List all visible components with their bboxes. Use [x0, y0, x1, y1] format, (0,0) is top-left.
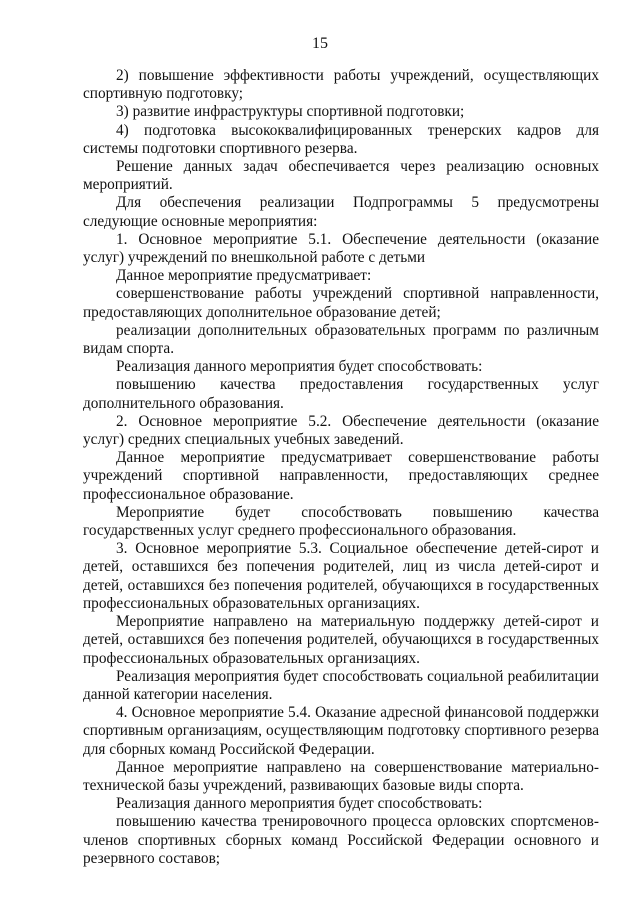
paragraph: повышению качества предоставления государственных услуг дополнительного образования. — [83, 376, 599, 412]
paragraph: 3) развитие инфраструктуры спортивной подготовки; — [116, 103, 465, 121]
paragraph: 2. Основное мероприятие 5.2. Обеспечение деятельности (оказание услуг) средних специальных учебных заведений. — [83, 412, 599, 449]
paragraph: Для обеспечения реализации Подпрограммы 5 предусмотрены следующие основные мероприятия: — [83, 194, 599, 230]
document-body — [83, 67, 599, 868]
paragraph: совершенствование работы учреждений спортивной направленности, предоставляющих дополнительное образование детей; — [83, 285, 599, 321]
paragraph: Данное мероприятие направлено на совершенствование материально-технической базы учреждений, развивающих базовые виды спорта. — [83, 758, 599, 794]
page-number: 15 — [312, 35, 328, 52]
paragraph: Решение данных задач обеспечивается через реализацию основных мероприятий. — [83, 158, 599, 194]
paragraph: Реализация данного мероприятия будет способствовать: — [116, 795, 483, 813]
paragraph: Данное мероприятие предусматривает совершенствование работы учреждений спортивной направленности, предоставляющих среднее профессиональное образование. — [83, 449, 599, 503]
paragraph: реализации дополнительных образовательных программ по различным видам спорта. — [83, 321, 599, 358]
paragraph: повышению качества тренировочного процесса орловских спортсменов-членов спортивных сборных команд Российской Федерации основного и резервного составов; — [83, 813, 599, 867]
paragraph: 1. Основное мероприятие 5.1. Обеспечение деятельности (оказание услуг) учреждений по внешкольной работе с детьми — [83, 230, 599, 267]
paragraph: 4) подготовка высококвалифицированных тренерских кадров для системы подготовки спортивного резерва. — [83, 121, 599, 157]
paragraph: 2) повышение эффективности работы учреждений, осуществляющих спортивную подготовку; — [83, 67, 599, 103]
paragraph: Реализация данного мероприятия будет способствовать: — [116, 358, 483, 376]
paragraph: Мероприятие направлено на материальную поддержку детей-сирот и детей, оставшихся без попечения родителей, обучающихся в государственных профессиональных образовательных организациях. — [83, 613, 599, 667]
paragraph: Данное мероприятие предусматривает: — [116, 267, 372, 285]
paragraph: 3. Основное мероприятие 5.3. Социальное обеспечение детей-сирот и детей, оставшихся без попечения родителей, лиц из числа детей-сирот и детей, оставшихся без попечения родителей, обучающихся в государственных профессиональных образовательных организациях. — [83, 540, 599, 612]
paragraph: 4. Основное мероприятие 5.4. Оказание адресной финансовой поддержки спортивным организациям, осуществляющим подготовку спортивного резерва для сборных команд Российской Федерации. — [83, 704, 599, 758]
paragraph: Реализация мероприятия будет способствовать социальной реабилитации данной категории населения. — [83, 667, 599, 703]
paragraph: Мероприятие будет способствовать повышению качества государственных услуг среднего профессионального образования. — [83, 503, 599, 540]
